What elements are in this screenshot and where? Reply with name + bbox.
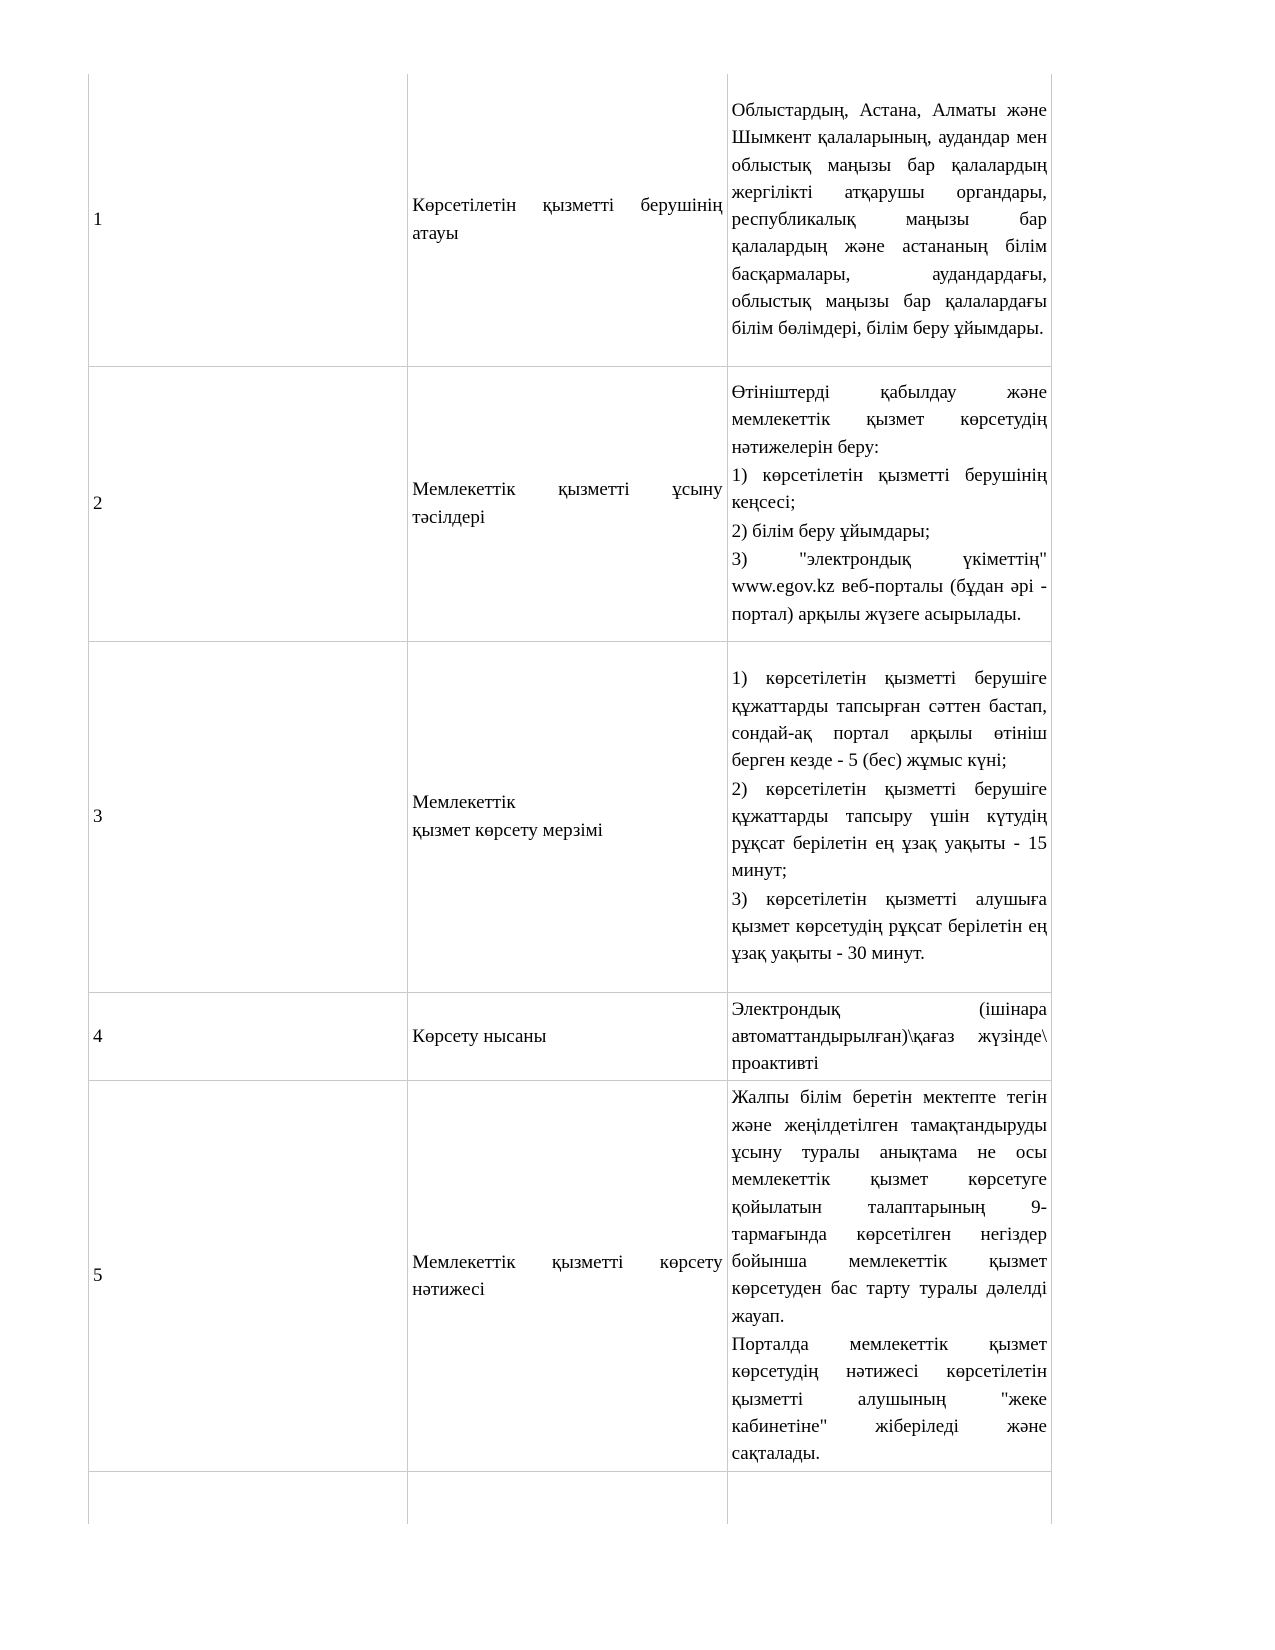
row-label [408,641,727,992]
row-number: 4 [89,992,408,1081]
row-value [727,74,1051,366]
table-row [89,366,1052,641]
table-row [89,992,1052,1081]
value-paragraph: 1) көрсетілетін қызметті берушінің кеңсесі; [731,465,1047,514]
value-paragraph: 3) "электрондық үкіметтің" www.egov.kz веб-порталы (бұдан әрі - портал) арқылы жүзеге асырылады. [731,548,1047,625]
value-paragraph: Порталда мемлекеттік қызмет көрсетудің нәтижесі көрсетілетін қызметті алушының "жеке кабинетіне" жіберіледі және сақталады. [731,1334,1047,1465]
table-row [89,1081,1052,1471]
value-paragraph: 2) білім беру ұйымдары; [731,520,931,542]
value-paragraph: Жалпы білім беретін мектепте тегін және жеңілдетілген тамақтандыруды ұсыну туралы анықтама не осы мемлекеттік қызмет көрсетуге қойылатын талаптарының 9-тармағында көрсетілген негіздер бойынша мемлекеттік қызмет көрсетуден бас тарту туралы дәлелді жауап. [731,1087,1047,1327]
row-value [727,641,1051,992]
row-label-line: Мемлекеттік [412,792,516,814]
value-paragraph: Облыстардың, Астана, Алматы және Шымкент қалаларының, аудандар мен облыстық маңызы бар қалалардың жергілікті атқарушы органдары, республикалық маңызы бар қалалардың және астананың білім басқармалары, аудандардағы, облыстық маңызы бар қалалардағы білім бөлімдері, білім беру ұйымдары. [731,99,1047,340]
row-value [727,366,1051,641]
value-paragraph: 3) көрсетілетін қызметті алушыға қызмет көрсетудің рұқсат берілетін ең ұзақ уақыты - 30 минут. [731,888,1047,965]
row-label-line: қызмет көрсету мерзімі [412,819,603,841]
row-label: Көрсету нысаны [408,992,727,1081]
value-paragraph: 1) көрсетілетін қызметті берушіге құжаттарды тапсырған сәттен бастап, сондай-ақ портал арқылы өтініш берген кезде - 5 (бес) жұмыс күні; [731,668,1047,772]
row-number: 3 [89,641,408,992]
services-table [88,74,1052,1524]
row-number: 1 [89,74,408,366]
row-label: Көрсетілетін қызметті берушінің атауы [408,74,727,366]
empty-cell [408,1471,727,1524]
table-row [89,641,1052,992]
value-paragraph: Электрондық (ішінара автоматтандырылған)\қағаз жүзінде\ проактивті [731,998,1047,1075]
row-label: Мемлекеттік қызметті көрсету нәтижесі [408,1081,727,1471]
value-paragraph: 2) көрсетілетін қызметті берушіге құжаттарды тапсыру үшін күтудің рұқсат берілетін ең ұзақ уақыты - 15 минут; [731,778,1047,882]
table-row-empty [89,1471,1052,1524]
row-value [727,1081,1051,1471]
table-row [89,74,1052,366]
row-label: Мемлекеттік қызметті ұсыну тәсілдері [408,366,727,641]
empty-cell [89,1471,408,1524]
row-number: 5 [89,1081,408,1471]
empty-cell [727,1471,1051,1524]
value-paragraph: Өтініштерді қабылдау және мемлекеттік қызмет көрсетудің нәтижелерін беру: [731,382,1047,458]
row-value [727,992,1051,1081]
row-number: 2 [89,366,408,641]
